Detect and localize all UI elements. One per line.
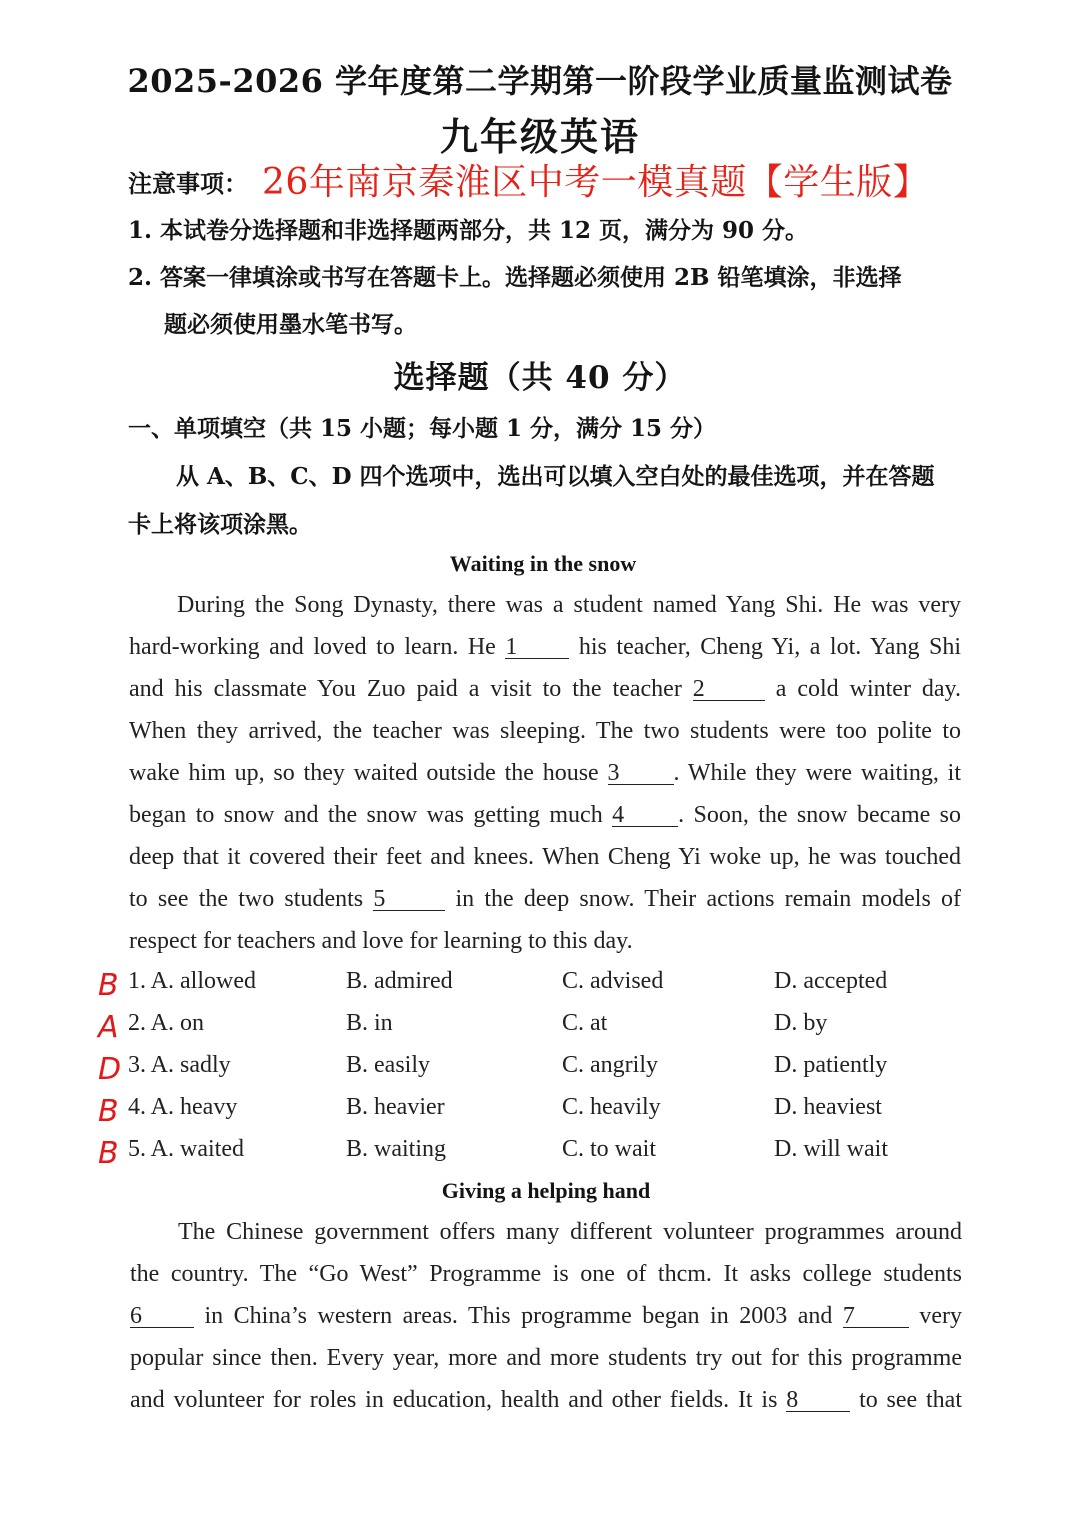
question-row [0,1010,1080,1050]
passage-1-line: During the Song Dynasty, there was a student named Yang Shi. He was very [177,592,961,618]
passage-2-line: popular since then. Every year, more and more students try out for this programme [130,1345,962,1371]
passage-title-2: Giving a helping hand [441,1178,651,1203]
answer-blank: 5 [373,888,445,911]
option-a: 2. A. on [128,1010,205,1036]
question-row [0,1136,1080,1176]
option-a: 4. A. heavy [128,1094,238,1120]
answer-blank: 8 [786,1389,850,1412]
option-b: B. heavier [346,1094,445,1120]
option-c: C. advised [562,968,664,994]
passage-1-line: to see the two students 5 in the deep snow. Their actions remain models of [129,886,961,912]
instruction-line-1: 从 A、B、C、D 四个选项中，选出可以填入空白处的最佳选项，并在答题 [176,463,935,490]
passage-title-1: Waiting in the snow [449,551,637,576]
passage-1-body [129,592,961,962]
option-b: B. admired [346,968,453,994]
section-title: 选择题（共 40 分） [393,360,687,396]
source-watermark: 26年南京秦淮区中考一模真题【学生版】 [262,162,930,203]
part-heading: 一、单项填空（共 15 小题；每小题 1 分，满分 15 分） [128,415,717,442]
passage-2-body [130,1219,962,1429]
handwritten-answer-mark: A [98,1010,119,1045]
option-a: 3. A. sadly [128,1052,231,1078]
option-d: D. by [774,1010,828,1036]
handwritten-answer-mark: B [98,1094,119,1129]
passage-1-line: hard-working and loved to learn. He 1 his teacher, Cheng Yi, a lot. Yang Shi [129,634,961,660]
option-b: B. easily [346,1052,430,1078]
passage-2-line: The Chinese government offers many different volunteer programmes around [178,1219,962,1245]
question-row [0,968,1080,1008]
answer-blank: 6 [130,1305,194,1328]
handwritten-answer-mark: D [98,1052,122,1087]
question-row [0,1094,1080,1134]
option-c: C. heavily [562,1094,661,1120]
passage-1-line: and his classmate You Zuo paid a visit to the teacher 2 a cold winter day. [129,676,961,702]
option-a: 5. A. waited [128,1136,244,1162]
note-2: 2. 答案一律填涂或书写在答题卡上。选择题必须使用 2B 铅笔填涂，非选择 [128,264,902,291]
note-1: 1. 本试卷分选择题和非选择题两部分，共 12 页，满分为 90 分。 [128,217,809,244]
passage-1-line: When they arrived, the teacher was sleeping. The two students were too polite to [129,718,961,744]
passage-2-line: the country. The “Go West” Programme is one of thcm. It asks college students [130,1261,962,1287]
note-3: 题必须使用墨水笔书写。 [164,311,417,338]
option-d: D. accepted [774,968,888,994]
passage-1-line: wake him up, so they waited outside the house 3 . While they were waiting, it [129,760,962,786]
handwritten-answer-mark: B [98,1136,119,1171]
passage-2-line: 6 in China’s western areas. This programme began in 2003 and 7 very [130,1303,962,1329]
notice-label: 注意事项： [128,169,248,198]
answer-blank: 2 [693,678,765,701]
answer-blank: 3 [608,762,674,785]
option-b: B. in [346,1010,393,1036]
passage-2-line: and volunteer for roles in education, health and other fields. It is 8 to see that [130,1387,962,1413]
passage-1-line: respect for teachers and love for learning to this day. [129,928,633,954]
exam-subject: 九年级英语 [439,114,640,159]
exam-title: 2025-2026 学年度第二学期第一阶段学业质量监测试卷 [127,62,953,100]
answer-blank: 4 [612,804,678,827]
option-a: 1. A. allowed [128,968,256,994]
instruction-line-2: 卡上将该项涂黑。 [128,511,312,538]
option-c: C. at [562,1010,608,1036]
passage-1-line: began to snow and the snow was getting much 4 . Soon, the snow became so [129,802,961,828]
passage-1-line: deep that it covered their feet and knees. When Cheng Yi woke up, he was touched [129,844,961,870]
answer-blank: 1 [505,636,569,659]
option-d: D. heaviest [774,1094,882,1120]
option-c: C. to wait [562,1136,656,1162]
option-d: D. will wait [774,1136,888,1162]
question-row [0,1052,1080,1092]
option-d: D. patiently [774,1052,888,1078]
option-b: B. waiting [346,1136,446,1162]
answer-blank: 7 [843,1305,909,1328]
handwritten-answer-mark: B [98,968,119,1003]
option-c: C. angrily [562,1052,658,1078]
